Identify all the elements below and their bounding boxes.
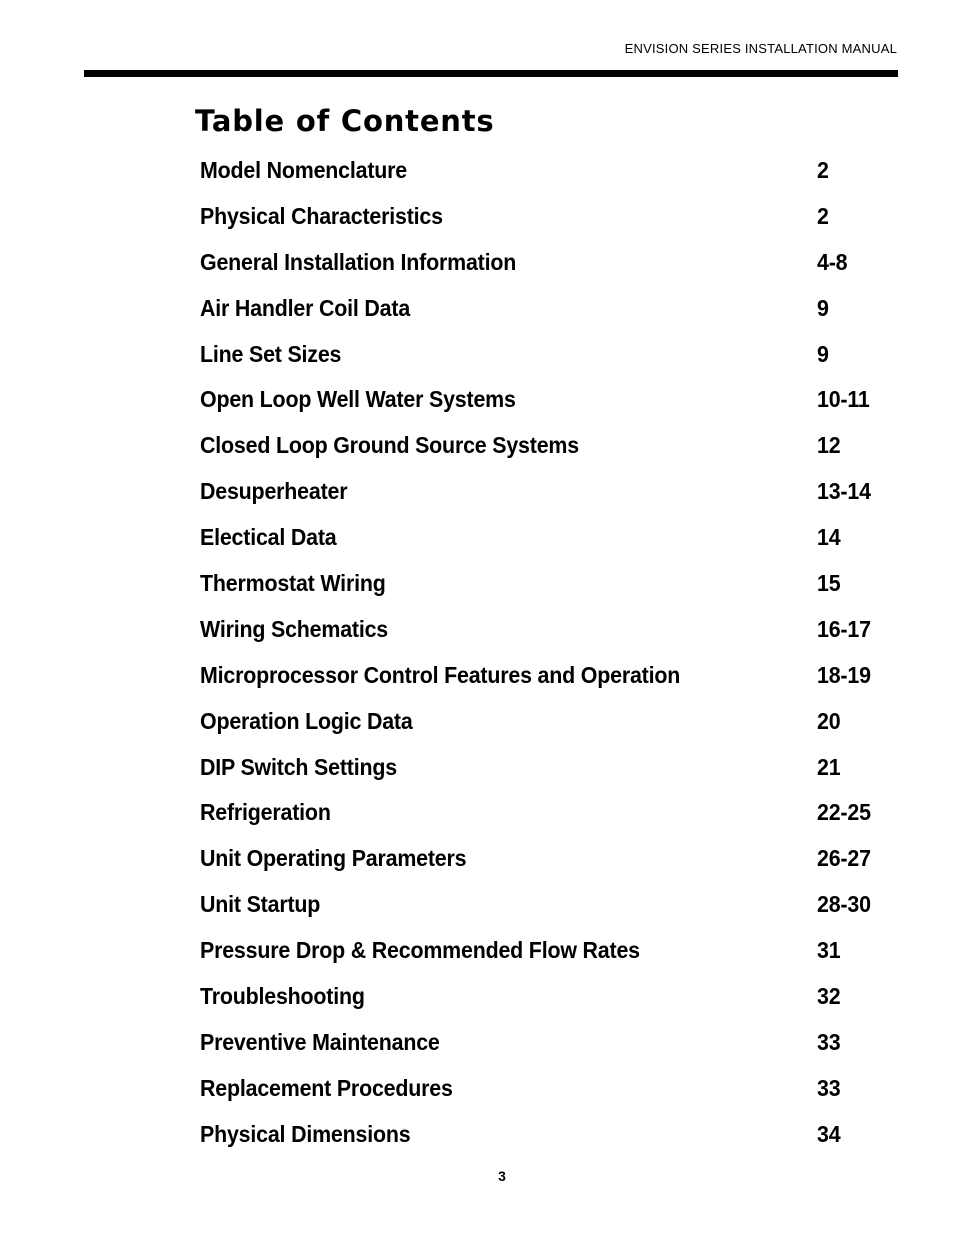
- toc-entry-label: Model Nomenclature: [200, 157, 408, 183]
- toc-entry-label: Replacement Procedures: [200, 1074, 453, 1101]
- toc-entry-page: 9: [817, 340, 829, 367]
- toc-entry-page: 21: [817, 753, 841, 780]
- toc-entry-label: Air Handler Coil Data: [200, 294, 411, 321]
- toc-entry-page: 12: [817, 432, 841, 459]
- toc-entry[interactable]: [200, 469, 900, 515]
- toc-entry-page: 13-14: [817, 478, 871, 505]
- toc-entry-page: 16-17: [817, 615, 871, 642]
- toc-entry[interactable]: [200, 423, 900, 469]
- toc-entry-label: Physical Dimensions: [200, 1120, 411, 1147]
- toc-entry-label: Line Set Sizes: [200, 340, 342, 367]
- toc-entry[interactable]: [200, 332, 900, 378]
- toc-entry[interactable]: [200, 1066, 900, 1112]
- toc-entry-page: 32: [817, 983, 841, 1010]
- toc-list: [200, 148, 900, 1158]
- toc-entry-page: 33: [817, 1028, 841, 1055]
- toc-entry[interactable]: [200, 974, 900, 1020]
- toc-entry-label: Troubleshooting: [200, 983, 365, 1010]
- toc-entry-page: 20: [817, 707, 841, 734]
- toc-entry-label: Operation Logic Data: [200, 707, 413, 734]
- toc-entry[interactable]: [200, 194, 900, 240]
- toc-entry[interactable]: [200, 377, 900, 423]
- toc-entry-label: Thermostat Wiring: [200, 570, 386, 597]
- toc-entry-page: 31: [817, 937, 841, 964]
- toc-entry[interactable]: [200, 240, 900, 286]
- toc-entry-page: 15: [817, 570, 841, 597]
- toc-entry-label: Unit Operating Parameters: [200, 845, 467, 872]
- toc-entry-page: 26-27: [817, 845, 871, 872]
- toc-entry-label: General Installation Information: [200, 248, 517, 275]
- toc-entry-page: 4-8: [817, 248, 848, 275]
- toc-entry[interactable]: [200, 515, 900, 561]
- toc-entry-label: Closed Loop Ground Source Systems: [200, 432, 579, 459]
- toc-entry-label: Physical Characteristics: [200, 202, 443, 229]
- toc-entry-label: Wiring Schematics: [200, 615, 389, 642]
- toc-entry-page: 2: [817, 202, 829, 229]
- toc-entry-page: 33: [817, 1074, 841, 1101]
- toc-entry-page: 14: [817, 524, 841, 551]
- running-header: ENVISION SERIES INSTALLATION MANUAL: [624, 41, 897, 56]
- toc-entry[interactable]: [200, 561, 900, 607]
- page-title: Table of Contents: [195, 104, 495, 138]
- toc-entry-label: DIP Switch Settings: [200, 753, 397, 780]
- toc-entry[interactable]: [200, 607, 900, 653]
- toc-entry[interactable]: [200, 790, 900, 836]
- toc-entry-page: 18-19: [817, 661, 871, 688]
- page-number: 3: [498, 1168, 506, 1184]
- toc-entry-label: Open Loop Well Water Systems: [200, 386, 516, 413]
- toc-entry[interactable]: [200, 699, 900, 745]
- toc-entry-page: 10-11: [817, 386, 870, 413]
- toc-entry[interactable]: [200, 928, 900, 974]
- toc-entry-label: Microprocessor Control Features and Operation: [200, 661, 681, 688]
- toc-entry-label: Pressure Drop & Recommended Flow Rates: [200, 937, 640, 964]
- toc-entry[interactable]: [200, 653, 900, 699]
- header-rule: [84, 70, 898, 77]
- toc-entry[interactable]: [200, 882, 900, 928]
- toc-entry-label: Electical Data: [200, 524, 337, 551]
- toc-entry-page: 9: [817, 294, 829, 321]
- toc-entry-label: Preventive Maintenance: [200, 1028, 440, 1055]
- toc-entry[interactable]: [200, 1112, 900, 1158]
- toc-entry-label: Desuperheater: [200, 478, 348, 505]
- toc-entry[interactable]: [200, 836, 900, 882]
- toc-entry[interactable]: [200, 1020, 900, 1066]
- toc-entry-page: 28-30: [817, 891, 871, 918]
- toc-entry[interactable]: [200, 745, 900, 791]
- toc-entry-label: Refrigeration: [200, 799, 331, 826]
- toc-entry-page: 22-25: [817, 799, 871, 826]
- toc-entry-page: 34: [817, 1120, 841, 1147]
- toc-entry-page: 2: [817, 157, 829, 183]
- toc-entry-label: Unit Startup: [200, 891, 321, 918]
- toc-entry[interactable]: [200, 148, 900, 194]
- toc-entry[interactable]: [200, 286, 900, 332]
